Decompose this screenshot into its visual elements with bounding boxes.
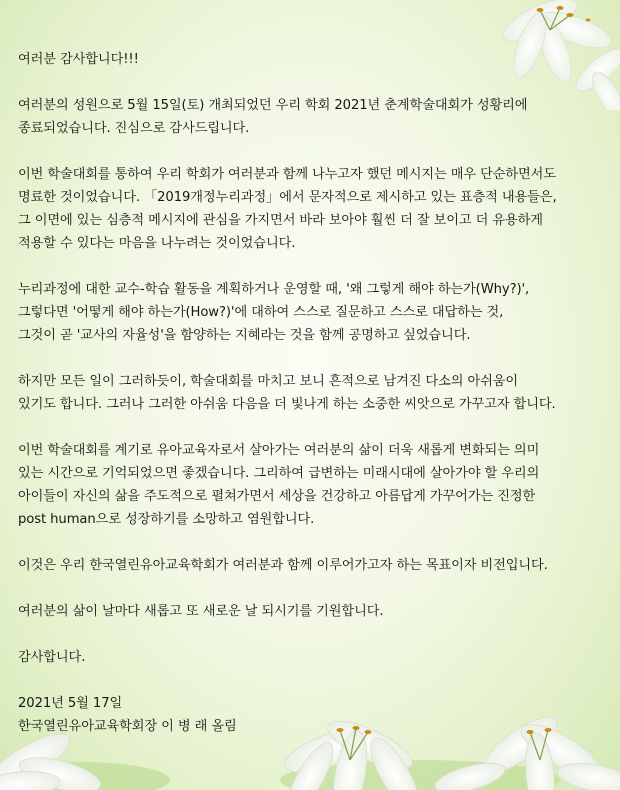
letter-signature: 한국열린유아교육학회장 이 병 래 올림 bbox=[18, 719, 237, 734]
letter-paragraph: 이것은 우리 한국열린유아교육학회가 여러분과 함께 이루어가고자 하는 목표이자 비전입니다. bbox=[18, 558, 548, 573]
letter-paragraph: 이번 학술대회를 통하여 우리 학회가 여러분과 함께 나누고자 했던 메시지는 매우 단순하면서도 명료한 것이었습니다. 「2019개정누리과정」에서 문자적으로 제시하고 있는 표층적 내용들은, 그 이면에 있는 심층적 메시지에 관심을 가지면서 바라 보아야 훨씬 더 잘 보이고 더 유용하게 적용할 수 있다는 마음을 나누려는 것이었습니다. bbox=[18, 167, 557, 251]
letter-paragraph: 여러분의 삶이 날마다 새롭고 또 새로운 날 되시기를 기원합니다. bbox=[18, 604, 384, 619]
letter-paragraph: 하지만 모든 일이 그러하듯이, 학술대회를 마치고 보니 흔적으로 남겨진 다소의 아쉬움이 있기도 합니다. 그러나 그러한 아쉬움 다음을 더 빛나게 하는 소중한 씨앗으로 가꾸고자 합니다. bbox=[18, 374, 556, 412]
letter-greeting: 여러분 감사합니다!!! bbox=[18, 52, 139, 67]
letter-paragraph: 이번 학술대회를 계기로 유아교육자로서 살아가는 여러분의 삶이 더욱 새롭게 변화되는 의미 있는 시간으로 기억되었으면 좋겠습니다. 그리하여 급변하는 미래시대에 살아가야 할 우리의 아이들이 자신의 삶을 주도적으로 펼쳐가면서 세상을 건강하고 아름답게 가꾸어가는 진정한 post human으로 성장하기를 소망하고 염원합니다. bbox=[18, 443, 540, 527]
letter-paragraph: 누리과정에 대한 교수-학습 활동을 계획하거나 운영할 때, '왜 그렇게 해야 하는가(Why?)', 그렇다면 '어떻게 해야 하는가(How?)'에 대하여 스스로 질문하고 스스로 대답하는 것, 그것이 곧 '교사의 자율성'을 함양하는 지혜라는 것을 함께 공명하고 싶었습니다. bbox=[18, 282, 530, 343]
letter-date: 2021년 5월 17일 bbox=[18, 696, 123, 711]
letter-paragraph: 여러분의 성원으로 5월 15일(토) 개최되었던 우리 학회 2021년 춘계학술대회가 성황리에 종료되었습니다. 진심으로 감사드립니다. bbox=[18, 98, 528, 136]
letter-body bbox=[18, 48, 608, 738]
letter-closing: 감사합니다. bbox=[18, 650, 86, 665]
